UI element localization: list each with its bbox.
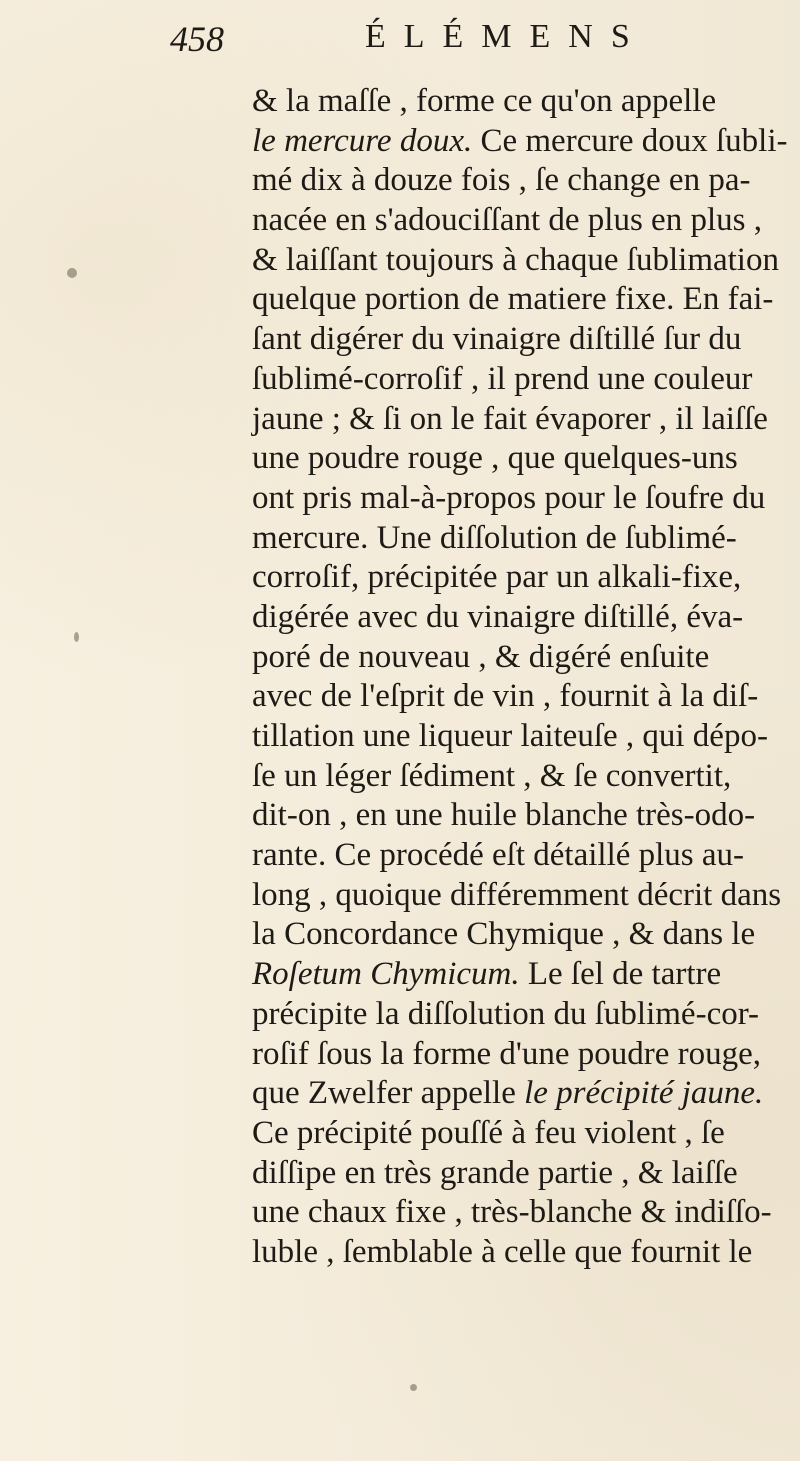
text-line: dit-on , en une huile blanche très-odo- [252,797,756,834]
text-line: tillation une liqueur laiteuſe , qui dépo- [252,718,768,754]
text-line: une chaux fixe , très-blanche & indiſſo- [252,1194,772,1231]
page-header [170,18,670,76]
text-line: mercure. Une diſſolution de ſublimé- [252,519,737,556]
italic-text: le précipité jaune. [524,1075,764,1112]
text-line: ſublimé-corroſif , il prend une couleur [252,360,753,397]
text-line: & laiſſant toujours à chaque ſublimation [252,241,779,278]
running-title: ÉLÉMENS [365,18,648,55]
text-line: Ce précipité pouſſé à feu violent , ſe [252,1114,725,1151]
text-line: ſant digérer du vinaigre diſtillé ſur du [252,321,742,358]
text-line: luble , ſemblable à celle que fournit le [252,1233,753,1270]
text-line: une poudre rouge , que quelques-uns [252,440,738,477]
text-line: roſif ſous la forme d'une poudre rouge, [252,1035,762,1072]
text-line: précipite la diſſolution du ſublimé-cor- [252,995,760,1032]
text-line: le mercure doux. Ce mercure doux ſubli- [252,122,788,159]
text-line: ſe un léger ſédiment , & ſe convertit, [252,757,732,794]
text-line: rante. Ce procédé eſt détaillé plus au- [252,837,745,874]
paper-speck [410,1384,417,1391]
italic-text: le mercure doux. [252,122,473,159]
italic-text: Roſetum Chymicum. [252,956,520,993]
text-line: long , quoique différemment décrit dans [252,876,782,913]
main-text-block [252,82,792,1273]
paper-speck [67,268,77,278]
text-line: que Zwelfer appelle le précipité jaune. [252,1075,764,1112]
text-line: ont pris mal-à-propos pour le ſoufre du [252,479,766,516]
text-line: Roſetum Chymicum. Le ſel de tartre [252,956,722,993]
text-line: poré de nouveau , & digéré enſuite [252,638,710,675]
paper-speck [74,632,79,642]
text-line: la Concordance Chymique , & dans le [252,916,756,953]
text-line: & la maſſe , forme ce qu'on appelle [252,83,717,119]
page-number: 458 [170,19,224,59]
text-line: corroſif, précipitée par un alkali-fixe, [252,559,742,596]
text-line: quelque portion de matiere fixe. En fai- [252,281,774,318]
text-line: mé dix à douze fois , ſe change en pa- [252,162,751,199]
text-line: jaune ; & ſi on le fait évaporer , il laiſſe [252,400,768,437]
text-line: digérée avec du vinaigre diſtillé, éva- [252,598,744,635]
text-line: nacée en s'adouciſſant de plus en plus , [252,202,762,239]
text-line: avec de l'eſprit de vin , fournit à la diſ- [252,678,759,715]
text-line: diſſipe en très grande partie , & laiſſe [252,1154,738,1191]
